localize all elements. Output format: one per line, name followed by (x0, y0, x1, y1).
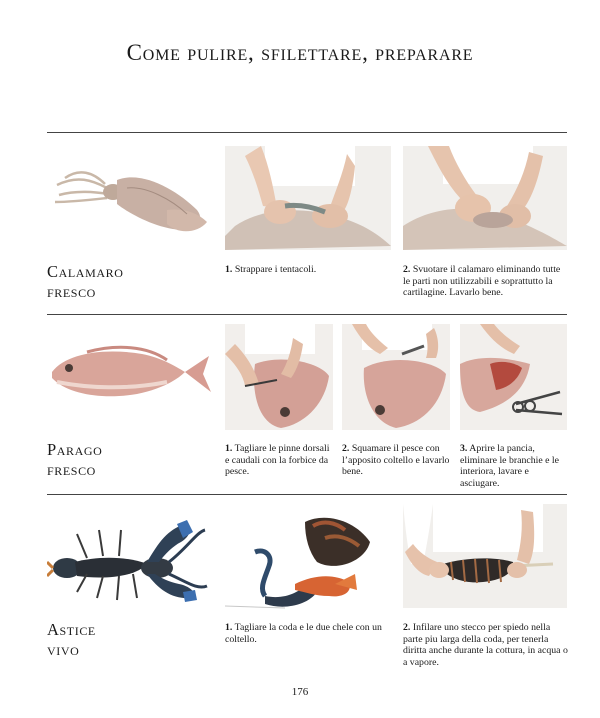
step-number: 3. (460, 443, 468, 454)
sea-bream-photo (47, 338, 215, 410)
sea-bream-step1-photo (225, 324, 333, 430)
lobster-step2-photo (403, 504, 567, 608)
step-number: 1. (225, 622, 233, 633)
section-divider (47, 132, 567, 133)
section-name-parago (47, 440, 102, 480)
section-name-line1: Calamaro (47, 262, 124, 281)
lobster-photo (47, 512, 215, 612)
section-name-calamaro (47, 262, 123, 302)
section-name-astice (47, 620, 96, 660)
section-name-line1: Parago (47, 440, 103, 459)
section-name-line1: Astice (47, 620, 96, 639)
step-text (225, 622, 387, 645)
step-instruction: Tagliare le pinne dorsali e caudali con la forbice da pesce. (225, 443, 330, 478)
section-name-line2: vivo (47, 640, 80, 659)
step-text (460, 443, 567, 489)
page-title: Come pulire, sfilettare, preparare (126, 40, 474, 65)
step-number: 1. (225, 264, 233, 275)
step-number: 2. (342, 443, 350, 454)
step-text (403, 622, 569, 668)
step-number: 2. (403, 264, 411, 275)
step-text (342, 443, 450, 478)
step-text (225, 443, 333, 478)
sea-bream-step3-photo (460, 324, 567, 430)
page-number: 176 (291, 686, 309, 698)
step-instruction: Strappare i tentacoli. (234, 264, 317, 275)
section-name-line2: fresco (47, 460, 96, 479)
squid-photo (47, 150, 215, 250)
step-number: 1. (225, 443, 233, 454)
step-instruction: Svuotare il calamaro eliminando tutte le parti non utilizzabili e soprattutto la cartilagine. Lavarlo bene. (403, 264, 561, 299)
section-divider (47, 494, 567, 495)
squid-step2-photo (403, 146, 567, 250)
step-instruction: Tagliare la coda e le due chele con un coltello. (225, 622, 382, 645)
section-name-line2: fresco (47, 282, 96, 301)
lobster-step1-photo (225, 512, 391, 612)
step-instruction: Infilare uno stecco per spiedo nella parte piu larga della coda, per tenerla diritta anche durante la cottura, in acqua o a vapore. (403, 622, 568, 668)
step-instruction: Aprire la pancia, eliminare le branchie e le interiora, lavare e asciugare. (460, 443, 560, 489)
step-instruction: Squamare il pesce con l’apposito coltello e lavarlo bene. (342, 443, 450, 478)
squid-step1-photo (225, 146, 391, 250)
step-number: 2. (403, 622, 411, 633)
step-text (225, 264, 385, 276)
step-text (403, 264, 569, 299)
sea-bream-step2-photo (342, 324, 450, 430)
section-divider (47, 314, 567, 315)
